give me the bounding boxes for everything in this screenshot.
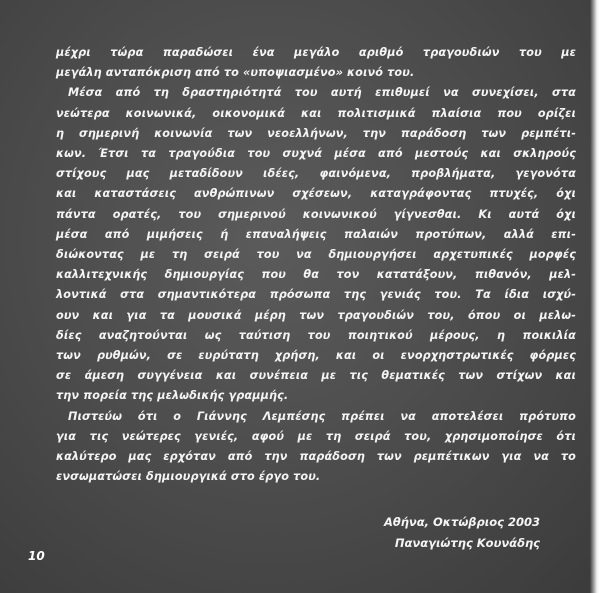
text-line: για τις νεώτερες γενιές, αφού με τη σειρά του, χρησιμοποίησε ότι — [56, 429, 576, 443]
text-line: καλλιτεχνικής δημιουργίας που θα τον κατατάξουν, πιθανόν, μελ- — [56, 268, 576, 282]
text-line: ουν και για τα μουσικά μέρη των τραγουδιών του, όπου οι μελω- — [56, 308, 576, 322]
signature-author: Παναγιώτης Κουνάδης — [394, 536, 540, 550]
text-line: σε άμεση συγγένεια και συνέπεια με τις θεματικές των στίχων και — [56, 369, 576, 383]
text-line: μέσα από μιμήσεις ή επαναλήψεις παλαιών προτύπων, αλλά επι- — [56, 227, 576, 241]
text-line: νεώτερα κοινωνικά, οικονομικά και πολιτισμικά πλαίσια που ορίζει — [56, 106, 576, 120]
text-line: στίχους μας μεταδίδουν ιδέες, φαινόμενα, προβλήματα, γεγονότα — [56, 167, 576, 181]
signature-block — [340, 512, 540, 554]
text-line: μεγάλη ανταπόκριση από το «υποψιασμένο» κοινό του. — [56, 66, 415, 80]
text-line: καλύτερο μας ερχόταν από την παράδοση των ρεμπέτικων για να το — [56, 450, 576, 464]
text-line: Μέσα από τη δραστηριότητά του αυτή επιθυμεί να συνεχίσει, στα — [68, 86, 576, 100]
text-line: Πιστεύω ότι ο Γιάννης Λεμπέσης πρέπει να αποτελέσει πρότυπο — [68, 409, 576, 423]
text-line: μέχρι τώρα παραδώσει ένα μεγάλο αριθμό τραγουδιών του με — [56, 46, 576, 59]
text-line: διώκοντας με τη σειρά του να δημιουργήσει αρχετυπικές μορφές — [56, 248, 576, 262]
text-line: δίες αναζητούνται ως ταύτιση του ποιητικού μέρους, η ποικιλία — [56, 328, 576, 342]
text-line: των ρυθμών, σε ευρύτατη χρήση, και οι ενορχηστρωτικές φόρμες — [56, 349, 576, 363]
page-number: 10 — [28, 549, 45, 563]
page-edge — [590, 0, 600, 593]
text-line: την πορεία της μελωδικής γραμμής. — [56, 389, 289, 403]
signature-place-date: Αθήνα, Οκτώβριος 2003 — [383, 515, 540, 529]
text-line: κων. Έτσι τα τραγούδια του συχνά μέσα από μεστούς και σκληρούς — [56, 147, 576, 161]
text-line: πάντα ορατές, του σημερινού κοινωνικού γίγνεσθαι. Κι αυτά όχι — [56, 207, 576, 221]
text-line: ενσωματώσει δημιουργικά στο έργο του. — [56, 470, 321, 484]
text-line: η σημερινή κοινωνία των νεοελλήνων, την παράδοση των ρεμπέτι- — [56, 126, 576, 140]
text-line: λοντικά στα σημαντικότερα πρόσωπα της γενιάς του. Τα ίδια ισχύ- — [56, 288, 576, 302]
body-text — [56, 43, 576, 487]
text-line: και καταστάσεις ανθρώπινων σχέσεων, καταγράφοντας πτυχές, όχι — [56, 187, 576, 201]
